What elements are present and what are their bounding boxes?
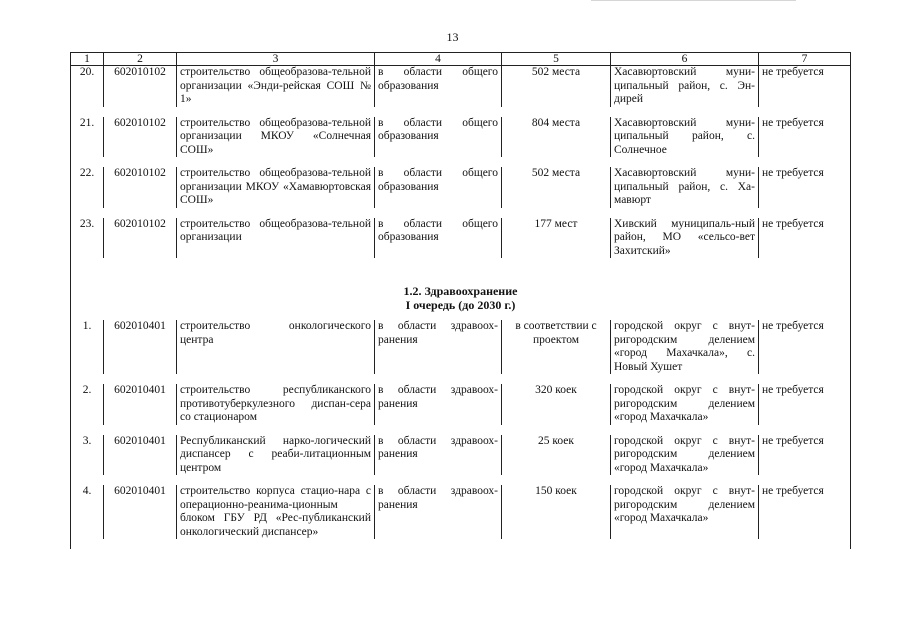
row-capacity: 25 коек xyxy=(502,435,611,476)
row-object-name: строительство онкологического центра xyxy=(177,320,375,374)
table-row xyxy=(71,66,851,107)
page-number: 13 xyxy=(446,30,459,44)
column-header: 2 xyxy=(104,53,177,66)
row-zone-requirement: не требуется xyxy=(759,167,851,208)
row-purpose: в области общего образования xyxy=(375,117,502,158)
row-zone-requirement: не требуется xyxy=(759,435,851,476)
row-code: 602010102 xyxy=(104,218,177,259)
scan-edge-line xyxy=(591,0,796,1)
column-header: 3 xyxy=(177,53,375,66)
column-header: 5 xyxy=(502,53,611,66)
row-object-name: строительство корпуса стацио-нара с операционно-реанима-ционным блоком ГБУ РД «Рес-публиканский онкологический диспансер» xyxy=(177,485,375,539)
row-code: 602010102 xyxy=(104,66,177,107)
row-location: городской округ с внут-ригородским делением «город Махачкала» xyxy=(611,485,759,539)
row-zone-requirement: не требуется xyxy=(759,384,851,425)
row-number: 22. xyxy=(71,167,104,208)
row-purpose: в области общего образования xyxy=(375,218,502,259)
section-subtitle: I очередь (до 2030 г.) xyxy=(71,298,851,312)
row-capacity: 177 мест xyxy=(502,218,611,259)
table-row xyxy=(71,384,851,425)
column-header: 7 xyxy=(759,53,851,66)
row-zone-requirement: не требуется xyxy=(759,218,851,259)
column-header: 1 xyxy=(71,53,104,66)
row-purpose: в области здравоох-ранения xyxy=(375,485,502,539)
table-row xyxy=(71,320,851,374)
planning-table xyxy=(70,52,851,549)
row-capacity: 320 коек xyxy=(502,384,611,425)
row-object-name: строительство общеобразова-тельной организации xyxy=(177,218,375,259)
row-location: городской округ с внут-ригородским делением «город Махачкала» xyxy=(611,435,759,476)
column-header: 6 xyxy=(611,53,759,66)
row-capacity: 150 коек xyxy=(502,485,611,539)
row-purpose: в области здравоох-ранения xyxy=(375,320,502,374)
row-purpose: в области здравоох-ранения xyxy=(375,435,502,476)
row-number: 21. xyxy=(71,117,104,158)
table-row xyxy=(71,435,851,476)
row-zone-requirement: не требуется xyxy=(759,117,851,158)
row-capacity: 804 места xyxy=(502,117,611,158)
column-number-header xyxy=(71,53,851,66)
row-object-name: строительство общеобразова-тельной организации МКОУ «Хамавюртовская СОШ» xyxy=(177,167,375,208)
row-code: 602010401 xyxy=(104,485,177,539)
row-zone-requirement: не требуется xyxy=(759,66,851,107)
table-body-education xyxy=(71,66,851,269)
table-row xyxy=(71,117,851,158)
table-row xyxy=(71,485,851,539)
row-purpose: в области общего образования xyxy=(375,66,502,107)
row-code: 602010401 xyxy=(104,435,177,476)
row-number: 3. xyxy=(71,435,104,476)
row-number: 2. xyxy=(71,384,104,425)
row-zone-requirement: не требуется xyxy=(759,485,851,539)
row-location: Хасавюртовский муни-ципальный район, с. Солнечное xyxy=(611,117,759,158)
row-purpose: в области общего образования xyxy=(375,167,502,208)
row-object-name: строительство общеобразова-тельной организации «Энди-рейская СОШ № 1» xyxy=(177,66,375,107)
row-object-name: Республиканский нарко-логический диспансер с реаби-литационным центром xyxy=(177,435,375,476)
row-location: городской округ с внут-ригородским делением «город Махачкала», с. Новый Хушет xyxy=(611,320,759,374)
row-location: Хасавюртовский муни-ципальный район, с. Ха-мавюрт xyxy=(611,167,759,208)
row-location: городской округ с внут-ригородским делением «город Махачкала» xyxy=(611,384,759,425)
row-number: 23. xyxy=(71,218,104,259)
section-heading xyxy=(71,268,851,320)
row-location: Хивский муниципаль-ный район, МО «сельсо-вет Захитский» xyxy=(611,218,759,259)
row-purpose: в области здравоох-ранения xyxy=(375,384,502,425)
section-title: 1.2. Здравоохранение xyxy=(71,284,851,298)
row-code: 602010401 xyxy=(104,320,177,374)
row-number: 20. xyxy=(71,66,104,107)
table-row xyxy=(71,167,851,208)
row-object-name: строительство республиканского противотуберкулезного диспан-сера со стационаром xyxy=(177,384,375,425)
row-capacity: 502 места xyxy=(502,167,611,208)
column-header: 4 xyxy=(375,53,502,66)
row-location: Хасавюртовский муни-ципальный район, с. Эн-дирей xyxy=(611,66,759,107)
row-number: 4. xyxy=(71,485,104,539)
row-capacity: в соответствии с проектом xyxy=(502,320,611,374)
row-code: 602010102 xyxy=(104,167,177,208)
table-row xyxy=(71,218,851,259)
row-object-name: строительство общеобразова-тельной организации МКОУ «Солнечная СОШ» xyxy=(177,117,375,158)
row-zone-requirement: не требуется xyxy=(759,320,851,374)
table-body-healthcare xyxy=(71,320,851,549)
row-code: 602010401 xyxy=(104,384,177,425)
row-code: 602010102 xyxy=(104,117,177,158)
row-number: 1. xyxy=(71,320,104,374)
row-capacity: 502 места xyxy=(502,66,611,107)
